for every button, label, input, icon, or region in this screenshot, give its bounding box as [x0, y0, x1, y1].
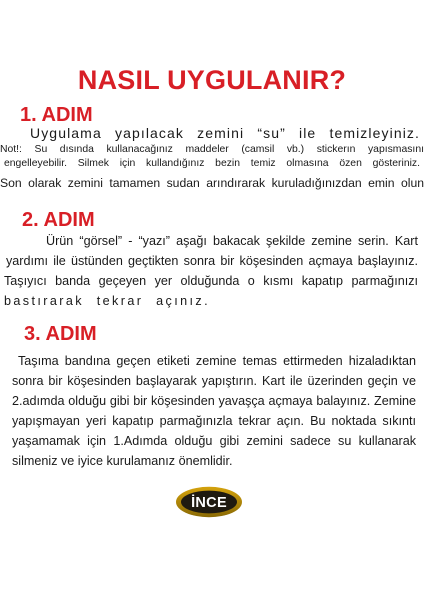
step-3-line: 2.adımda olduğu gibi bir köşesinden yavaşça açmaya balayınız. Zemine: [12, 394, 416, 408]
step-3-line: sonra bir köşesinden başlayarak yapıştırın. Kart ile üzerinden geçin ve: [12, 374, 416, 388]
step-2-heading: 2. ADIM: [22, 209, 95, 231]
step-3-heading: 3. ADIM: [24, 323, 97, 345]
step-3-line: yaşamamak için 1.Adımda olduğu gibi zemini sadece su kullanarak: [12, 434, 416, 448]
step-2-line: Ürün “görsel” - “yazı” aşağı bakacak şekilde zemine serin. Kart: [46, 234, 418, 248]
logo-text: İNCE: [191, 495, 227, 512]
step-1-heading: 1. ADIM: [20, 104, 93, 126]
step-1-line: Not!: Su dısında kullanacağınız maddeler (camsil vb.) stickerın yapısmasını: [0, 144, 424, 155]
step-1-line: Uygulama yapılacak zemini “su” ile temizleyiniz.: [30, 125, 420, 141]
step-3-line: yapışmayan yeri kapatıp parmağınızla tekrar açın. Bu noktada sıkıntı: [12, 414, 416, 428]
step-1-line: Son olarak zemini tamamen sudan arındırarak kuruladığınızdan emin olun: [0, 176, 424, 190]
step-3-line: silmeniz ve iyice kurulamanız önemlidir.: [12, 454, 233, 468]
step-3-line: Taşıma bandına geçen etiketi zemine temas ettirmeden hizaladıktan: [18, 354, 416, 368]
page-title: NASIL UYGULANIR?: [77, 65, 347, 95]
step-2-line: bastırarak tekrar açınız.: [4, 294, 210, 308]
step-1-line: engelleyebilir. Silmek için kullandığınız bezin temiz olmasına özen gösteriniz.: [4, 158, 420, 169]
ince-logo: [175, 486, 243, 518]
step-2-line: Taşıyıcı banda geçeyen yer olduğunda o kısmı kapatıp parmağınızı: [4, 274, 418, 288]
step-2-line: yardımı ile üstünden geçtikten sonra bir köşesinden açmaya başlayınız.: [6, 254, 418, 268]
